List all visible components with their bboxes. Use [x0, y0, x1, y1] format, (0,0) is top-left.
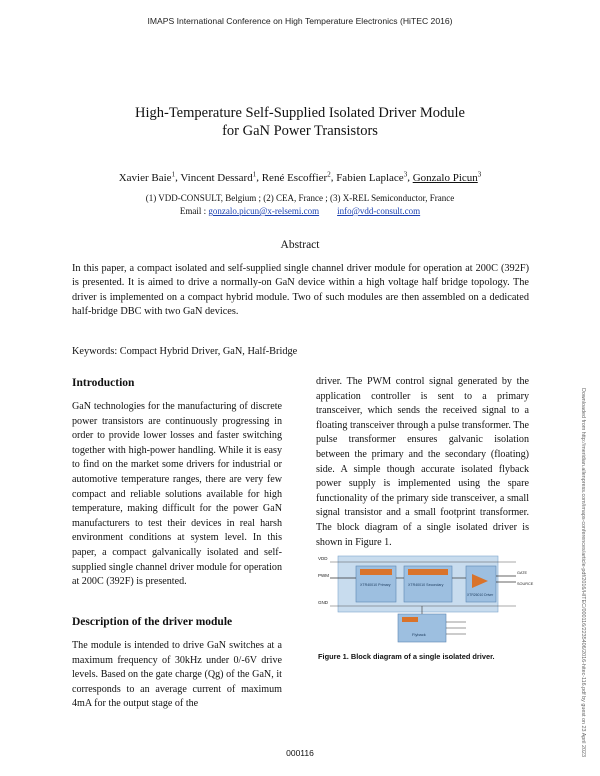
gate-label: GATE [517, 571, 528, 575]
author-name: Vincent Dessard [180, 171, 253, 184]
page-header: IMAPS International Conference on High Temperature Electronics (HiTEC 2016) [147, 16, 453, 26]
paper-title [0, 104, 600, 140]
author-1 [119, 172, 175, 184]
author-name: Fabien Laplace [336, 171, 404, 184]
abstract-text: In this paper, a compact isolated and self-supplied single channel driver module for operation at 200C (392F) is presented. It is aimed to drive a normally-on GaN device within a high voltage half bridge topology. The driver is implemented on a compact hybrid module. Two of such modules are then assembled on a dedicated half-bridge DBC with two GaN devices. [72, 263, 529, 317]
right-column-text: driver. The PWM control signal generated by the application controller is sent to a primary transceiver, which sends the received signal to a floating transceiver through a pulse transformer. The pulse transformer ensures galvanic isolation between the primary and the secondary (floating) side. A simple though accurate isolated flyback power supply is implemented using the spare functionality of the primary side transceiver, a small signal transistor and a small footprint transformer. The block diagram of a single isolated driver is shown in Figure 1. [316, 376, 529, 548]
author-list: Xavier Baie$^1$, Vincent Dessard$^1$, René Escoffier$^2$, Fabien Laplace$^3$, Gonzalo Picun$^3$ [118, 170, 482, 184]
author-2 [180, 172, 256, 184]
email-label: Email : [179, 206, 207, 216]
page-number: 000116 [286, 748, 314, 758]
pwm-label: PWM [318, 573, 329, 578]
author-5 [413, 172, 482, 184]
section-heading-description: Description of the driver module [72, 616, 233, 628]
flyback-accent-bar [402, 617, 418, 622]
secondary-label: XTR40010 Secondary [408, 583, 444, 587]
affiliations: (1) VDD-CONSULT, Belgium ; (2) CEA, France ; (3) X-REL Semiconductor, France [145, 193, 455, 203]
abstract-heading: Abstract [280, 239, 320, 251]
email-link-1[interactable]: gonzalo.picun@x-relsemi.com [208, 206, 320, 216]
author-4 [336, 172, 407, 184]
author-name-corresponding: Gonzalo Picun [412, 171, 478, 184]
author-affil-mark: 1 [252, 170, 257, 178]
email-line [0, 206, 600, 216]
description-text: The module is intended to drive GaN switches at a maximum frequency of 30kHz under 0/-6V drive levels. Based on the gate charge (Qg) of the GaN, it corresponds to an average current of maximum 4mA for the output stage of the [72, 640, 282, 710]
figure-caption: Figure 1. Block diagram of a single isolated driver. [318, 652, 495, 661]
download-watermark: Downloaded from http://meridian.allenpress.com/imaps-conferences/article-pdf/2016/HITEC/000116/2235406/2016-hitec-116.pdf by guest on 23 April 2023 [580, 388, 586, 757]
introduction-text: GaN technologies for the manufacturing of discrete power transistors are continuously progressing in order to provide lower losses and faster switching together with high-power handling. While it is easy to find on the market some drivers for industrial or automotive temperature ranges, there are very few compact and reliable solutions available for high temperature, making difficult for the power GaN manufacturers to test their devices in real harsh environment conditions at system level. In this paper, a compact galvanically isolated and self-supplied single channel driver module for operation at 200C (392F) is presented. [72, 401, 282, 588]
section-heading-introduction: Introduction [72, 377, 135, 389]
block-diagram-figure [316, 550, 534, 646]
driver-label: XTR26010 Driver [467, 593, 494, 597]
secondary-accent-bar [408, 569, 448, 575]
author-affil-mark: 3 [403, 170, 408, 178]
author-name: René Escoffier [261, 171, 328, 184]
email-link-2[interactable]: info@vdd-consult.com [337, 206, 421, 216]
primary-label: XTR40010 Primary [360, 583, 391, 587]
title-line-2: for GaN Power Transistors [222, 123, 378, 139]
author-affil-mark: 2 [327, 170, 331, 178]
author-affil-mark: 3 [477, 170, 482, 178]
author-affil-mark: 1 [171, 170, 176, 178]
title-line-1: High-Temperature Self-Supplied Isolated Driver Module [135, 105, 465, 121]
primary-accent-bar [360, 569, 392, 575]
vdd-label: VDD [318, 556, 328, 561]
flyback-label: Flyback [412, 632, 426, 637]
gnd-label: GND [318, 600, 328, 605]
source-label: SOURCE [517, 582, 534, 586]
keywords: Keywords: Compact Hybrid Driver, GaN, Half-Bridge [72, 346, 298, 357]
author-3 [262, 172, 331, 184]
author-name: Xavier Baie [118, 171, 172, 184]
